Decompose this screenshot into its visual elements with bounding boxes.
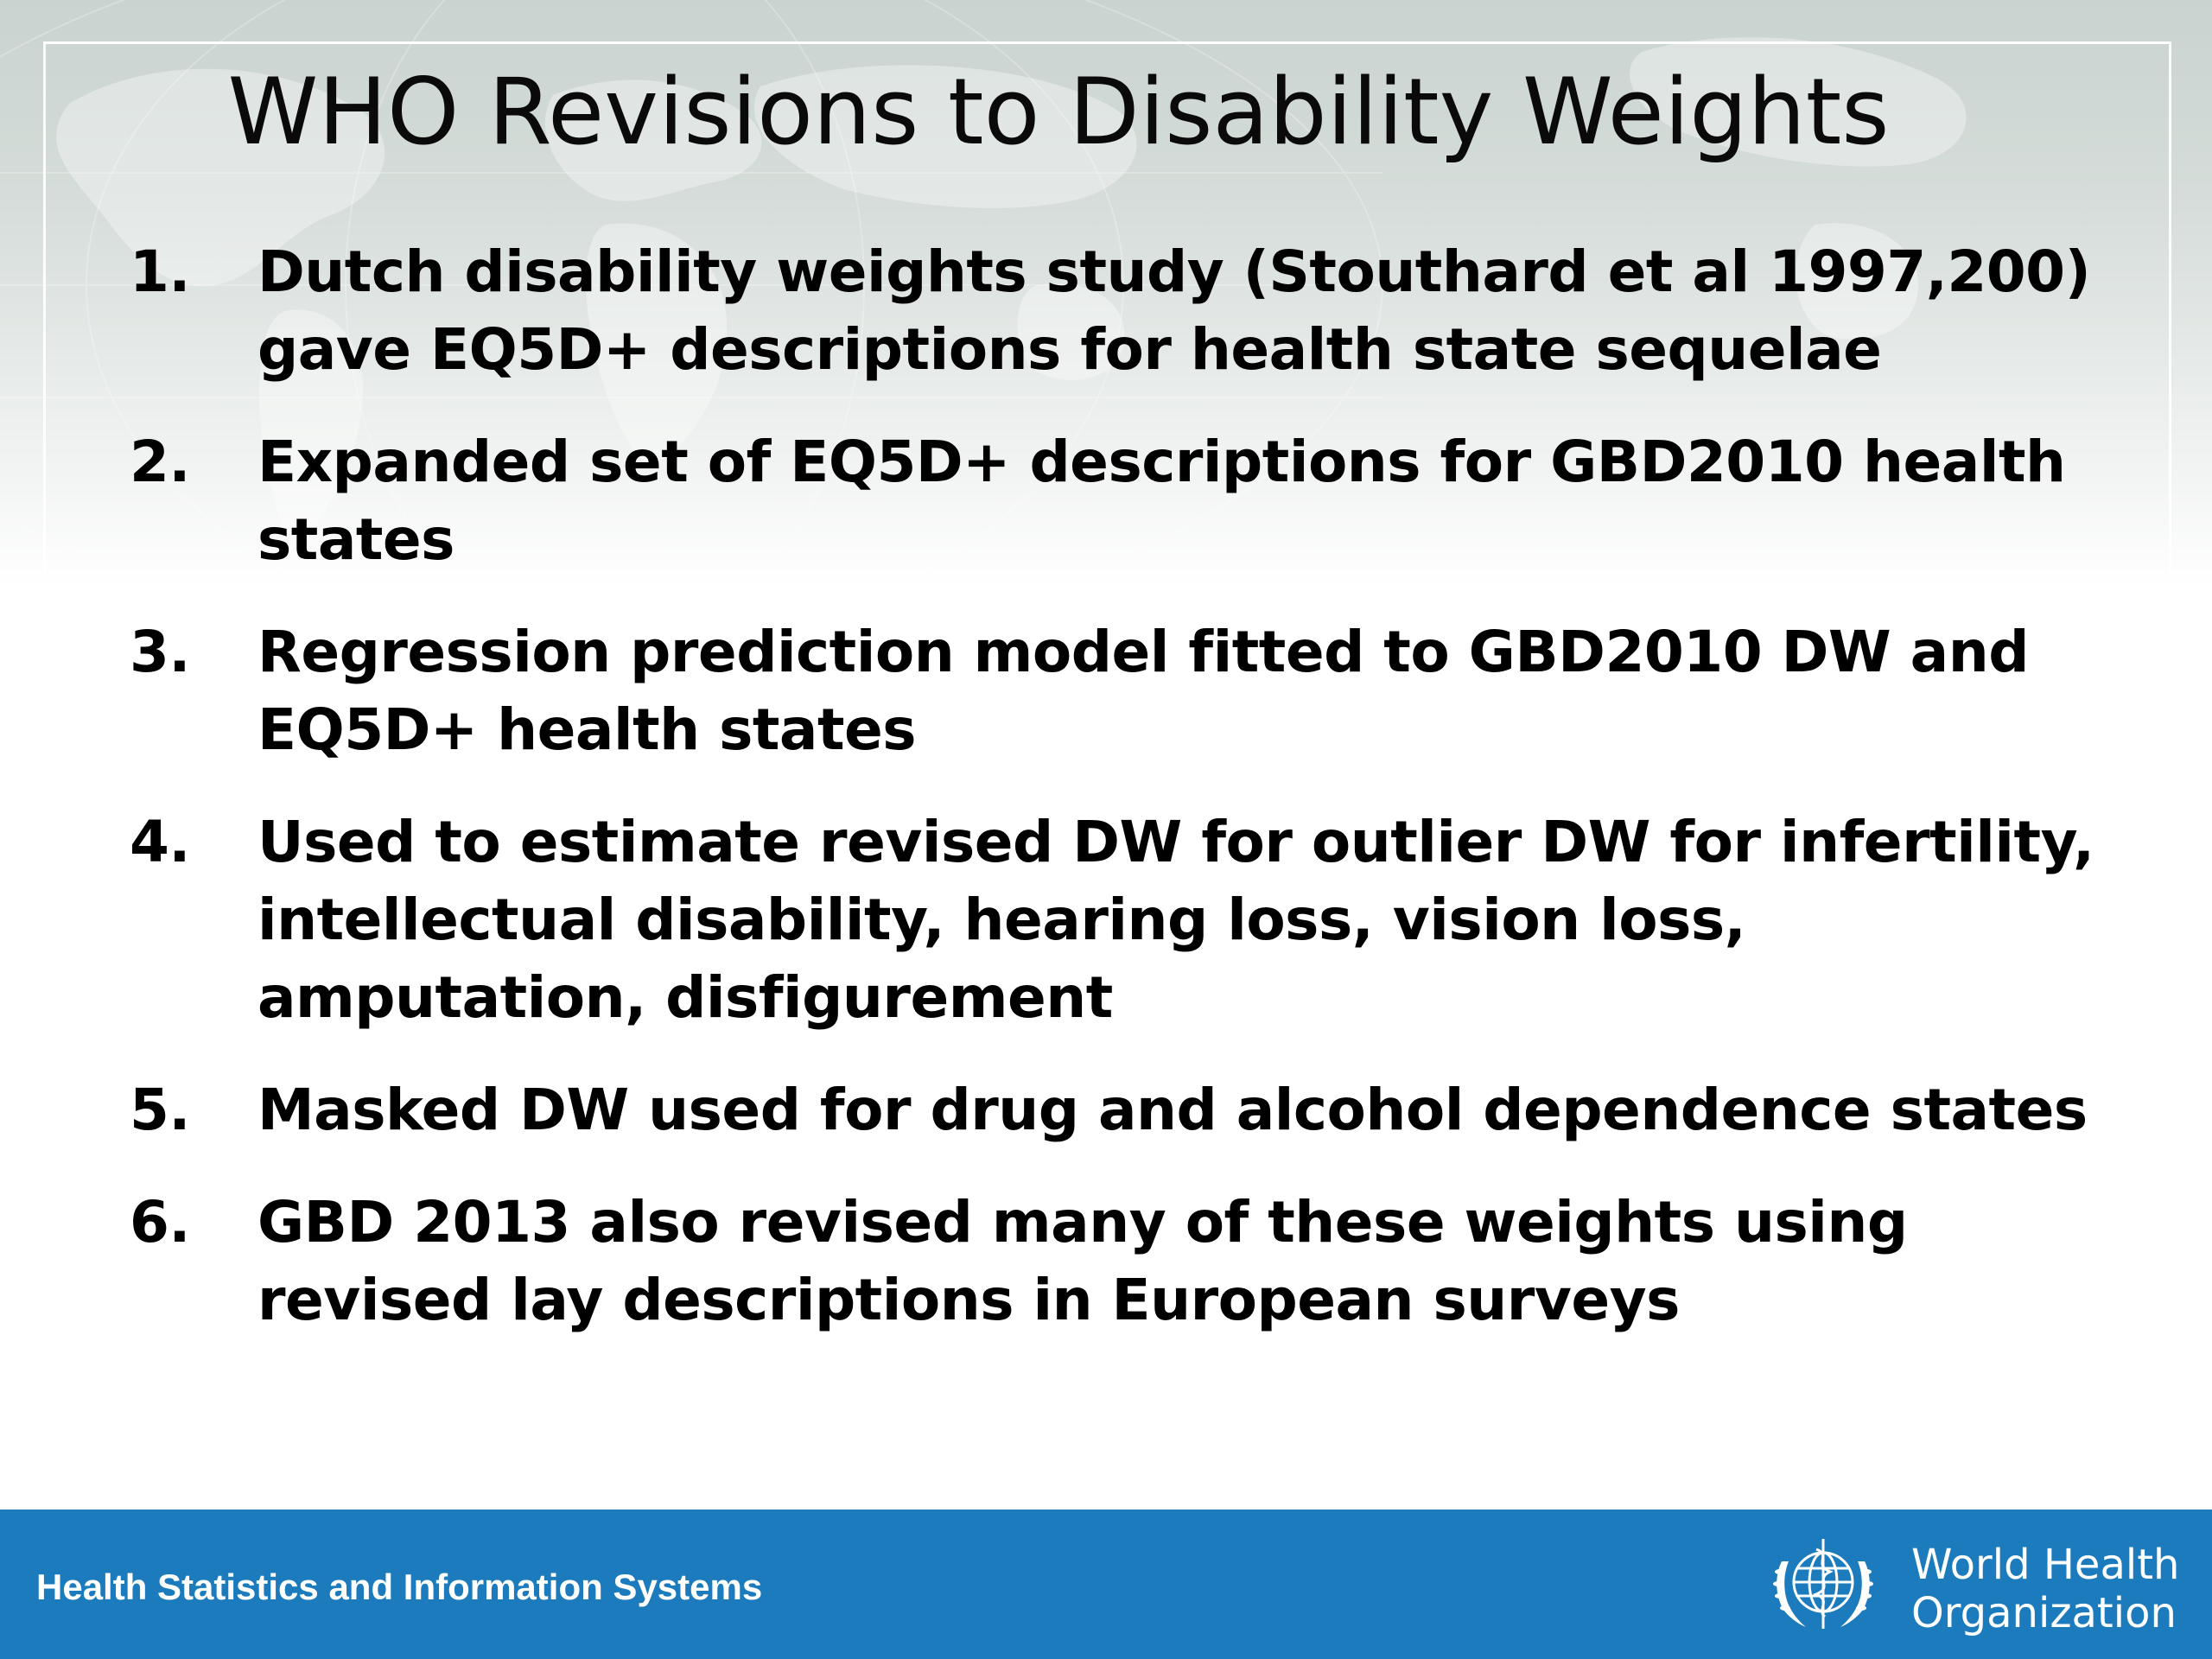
header-frame-top (43, 41, 2169, 44)
footer-department-label: Health Statistics and Information Systems (36, 1567, 763, 1607)
header-frame-right (2169, 41, 2171, 577)
list-item-number: 6. (130, 1189, 190, 1255)
list-item-number: 4. (130, 809, 190, 875)
list-item-number: 5. (130, 1077, 190, 1143)
who-emblem-icon (1763, 1527, 1884, 1643)
list-item (130, 1184, 2117, 1339)
list-item (130, 613, 2117, 769)
list-item-text: Expanded set of EQ5D+ descriptions for GBD2010 health states (257, 429, 2066, 573)
list-item-text: GBD 2013 also revised many of these weights using revised lay descriptions in European surveys (257, 1189, 1908, 1333)
list-item-text: Regression prediction model fitted to GBD2010 DW and EQ5D+ health states (257, 619, 2029, 763)
list-item-number: 3. (130, 619, 190, 685)
footer-bar (0, 1510, 2212, 1659)
list-item-text: Dutch disability weights study (Stouthard et al 1997,200) gave EQ5D+ descriptions for health state sequelae (257, 238, 2091, 383)
list-item-number: 2. (130, 429, 190, 495)
list-item (130, 804, 2117, 1037)
list-item-text: Used to estimate revised DW for outlier DW for infertility, intellectual disability, hearing loss, vision loss, amputation, disfigurement (257, 809, 2094, 1031)
list-item-number: 1. (130, 238, 190, 305)
list-item (130, 1071, 2117, 1149)
who-wordmark-line1: World Health (1911, 1541, 2180, 1589)
who-wordmark (1911, 1541, 2179, 1637)
numbered-list (130, 233, 2117, 1374)
list-item (130, 233, 2117, 389)
slide-title: WHO Revisions to Disability Weights (227, 59, 1890, 165)
who-wordmark-line2: Organization (1911, 1589, 2177, 1637)
list-item-text: Masked DW used for drug and alcohol dependence states (257, 1077, 2088, 1143)
list-item (130, 423, 2117, 579)
